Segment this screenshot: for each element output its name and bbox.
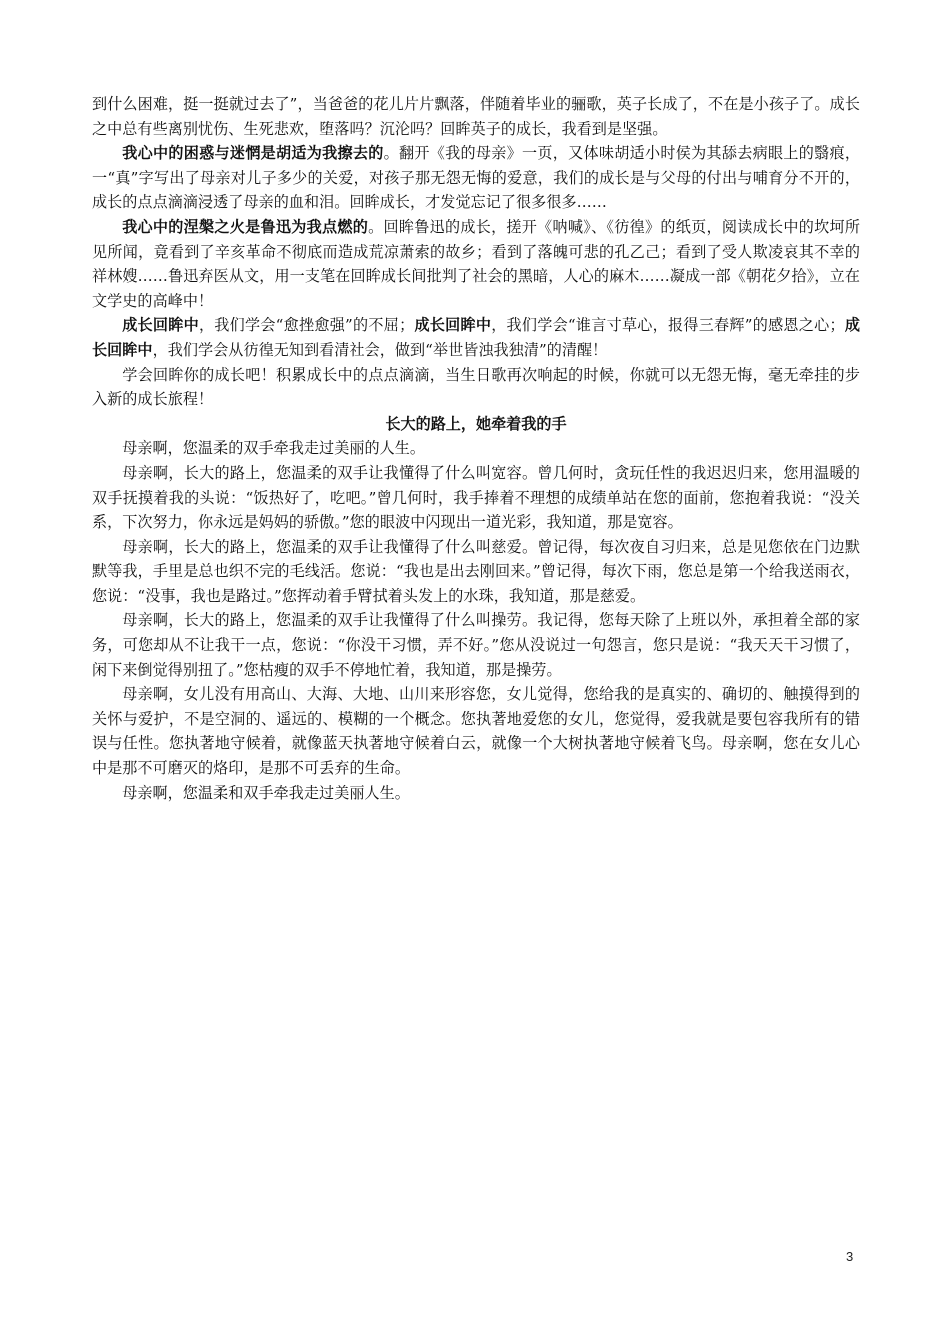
paragraph (92, 215, 860, 313)
page-number: 3 (846, 1249, 854, 1264)
paragraph (92, 363, 860, 412)
bold-phrase: 成长回眸中 (92, 316, 860, 359)
paragraph-text: 到什么困难，挺一挺就过去了”，当爸爸的花儿片片飘落，伴随着毕业的骊歌，英子长成了，不在是小孩子了。成长之中总有些离别忧伤、生死悲欢，堕落吗？沉沦吗？回眸英子的成长，我看到是坚强。 (92, 95, 860, 138)
paragraph: 母亲啊，女儿没有用高山、大海、大地、山川来形容您，女儿觉得，您给我的是真实的、确切的、触摸得到的关怀与爱护，不是空洞的、遥远的、模糊的一个概念。您执著地爱您的女儿，您觉得，爱我就是要包容我所有的错误与任性。您执著地守候着，就像蓝天执著地守候着白云，就像一个大树执著地守候着飞鸟。母亲啊，您在女儿心中是那不可磨灭的烙印，是那不可丢弃的生命。 (92, 685, 860, 778)
paragraph: 母亲啊，长大的路上，您温柔的双手让我懂得了什么叫操劳。我记得，您每天除了上班以外，承担着全部的家务，可您却从不让我干一点，您说：“你没干习惯，弄不好。”您从没说过一句怨言，您只是说：“我天天干习惯了，闲下来倒觉得别扭了。”您枯瘦的双手不停地忙着，我知道，那是操劳。 (92, 611, 860, 679)
paragraph-text: 。翻开《我的母亲》一页，又体味胡适小时侯为其舔去病眼上的翳痕，一“真”字写出了母亲对儿子多少的关爱，对孩子那无怨无悔的爱意，我们的成长是与父母的付出与哺育分不开的，成长的点点滴滴浸透了母亲的血和泪。回眸成长，才发觉忘记了很多很多…… (92, 144, 860, 212)
bold-phrase: 成长回眸中 (122, 316, 199, 335)
paragraph-text: ，我们学会从彷徨无知到看清社会，做到“举世皆浊我独清”的清醒！ (152, 340, 608, 359)
paragraph-text: 学会回眸你的成长吧！积累成长中的点点滴滴，当生日歌再次响起的时候，你就可以无怨无悔，毫无牵挂的步入新的成长旅程！ (92, 365, 860, 409)
paragraph-text: ，我们学会“谁言寸草心，报得三春辉”的感恩之心； (491, 316, 845, 335)
paragraph: 母亲啊，长大的路上，您温柔的双手让我懂得了什么叫宽容。曾几何时，贪玩任性的我迟迟归来，您用温暖的双手抚摸着我的头说：“饭热好了，吃吧。”曾几何时，我手捧着不理想的成绩单站在您的面前，您抱着我说：“没关系，下次努力，你永远是妈妈的骄傲。”您的眼波中闪现出一道光彩，我知道，那是宽容。 (92, 463, 860, 532)
document-body (92, 92, 860, 805)
paragraph-text: 。回眸鲁迅的成长，搓开《呐喊》、《彷徨》的纸页，阅读成长中的坎坷所见所闻，竟看到了辛亥革命不彻底而造成荒凉萧索的故乡；看到了落魄可悲的孔乙己；看到了受人欺凌哀其不幸的祥林嫂……鲁迅弃医从文，用一支笔在回眸成长间批判了社会的黑暗，人心的麻木……凝成一部《朝花夕拾》，立在文学史的高峰中！ (92, 217, 860, 310)
paragraph-text: ，我们学会“愈挫愈强”的不屈； (198, 316, 415, 335)
bold-lead-text: 我心中的涅槃之火是鲁迅为我点燃的 (122, 217, 369, 236)
paragraph (92, 313, 860, 362)
paragraph: 母亲啊，长大的路上，您温柔的双手让我懂得了什么叫慈爱。曾记得，每次夜自习归来，总是见您依在门边默默等我，手里是总也织不完的毛线活。您说：“我也是出去刚回来。”曾记得，每次下雨，您总是第一个给我送雨衣，您说：“没事，我也是路过。”您挥动着手臂拭着头发上的水珠，我知道，那是慈爱。 (92, 537, 860, 605)
paragraph (92, 92, 860, 141)
paragraph: 母亲啊，您温柔的双手牵我走过美丽的人生。 (122, 439, 426, 458)
paragraph: 母亲啊，您温柔和双手牵我走过美丽人生。 (122, 783, 410, 802)
essay-title: 长大的路上，她牵着我的手 (385, 414, 567, 433)
bold-phrase: 成长回眸中 (414, 316, 492, 335)
bold-lead-text: 我心中的困惑与迷惘是胡适为我擦去的 (122, 144, 384, 163)
paragraph (92, 141, 860, 215)
